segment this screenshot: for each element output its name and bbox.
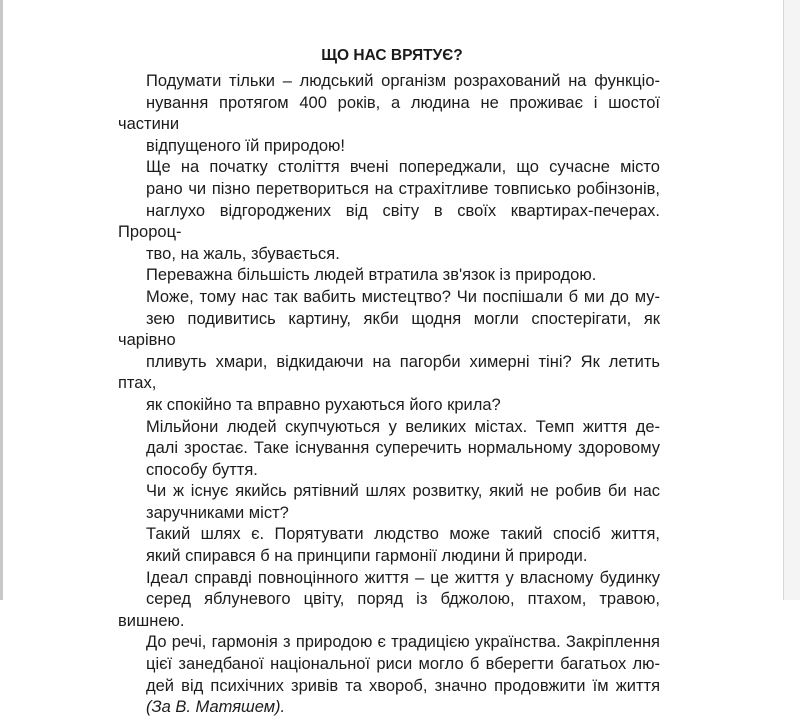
paragraph-line: Подумати тільки – людський організм розрахований на функціо- (146, 72, 660, 90)
paragraph-line: Може, тому нас так вабить мистецтво? Чи поспішали б ми до му- (146, 287, 660, 306)
paragraph-line: Мільйони людей скупчуються у великих містах. Темп життя де- (146, 417, 660, 436)
paragraph-line: нування протягом 400 років, а людина не проживає і шостої частини (118, 93, 660, 134)
paragraph-line: наглухо відгороджених від світу в своїх квартирах-печерах. Пророц- (118, 201, 660, 242)
paragraph-line: відпущеного їй природою! (146, 136, 345, 155)
right-gutter (784, 0, 800, 600)
paragraph-line: серед яблуневого цвіту, поряд із бджолою, птахом, травою, вишнею. (118, 590, 660, 630)
paragraph-line: способу буття. (146, 460, 258, 479)
paragraph-line: цієї занедбаної національної риси могло б вберегти багатьох лю- (146, 655, 660, 674)
attribution-line (118, 697, 660, 719)
paragraph-line: Ще на початку століття вчені попереджали, що сучасне місто (146, 158, 660, 177)
paragraph (118, 417, 660, 482)
paragraph-line: пливуть хмари, відкидаючи на пагорби химерні тіні? Як летить птах, (118, 352, 660, 393)
paragraph-line: Такий шлях є. Порятувати людство може такий спосіб життя, (146, 525, 660, 544)
paragraph-line: заручниками міст? (146, 503, 289, 522)
paragraph (118, 481, 660, 524)
attribution: (За В. Матяшем). (146, 698, 286, 717)
paragraph-line: До речі, гармонія з природою є традицією українства. Закріплення (146, 633, 660, 652)
paragraph-line: тво, на жаль, збувається. (146, 244, 340, 263)
left-border (0, 0, 3, 600)
paragraph-line: який спирався б на принципи гармонії людини й природи. (146, 547, 588, 566)
paragraph-line: Переважна більшість людей втратила зв'язок із природою. (146, 266, 597, 285)
document-body (118, 71, 660, 719)
paragraph (118, 157, 660, 265)
paragraph (118, 524, 660, 567)
paragraph-line: рано чи пізно перетвориться на страхітливе товписько робінзонів, (146, 179, 660, 198)
document-title: ЩО НАС ВРЯТУЄ? (321, 47, 463, 64)
paragraph-line: дей від психічних зривів та хвороб, значно продовжити їм життя (146, 676, 660, 695)
paragraph-line: Чи ж існує якийсь рятівний шлях розвитку, який не робив би нас (146, 482, 660, 501)
paragraph-line: Ідеал справді повноцінного життя – це життя у власному будинку (146, 568, 660, 587)
paragraph-line: як спокійно та вправно рухаються його крила? (146, 395, 501, 414)
paragraph (118, 287, 660, 417)
paragraph (118, 568, 660, 719)
paragraph-line: зею подивитись картину, якби щодня могли спостерігати, як чарівно (118, 309, 660, 350)
paragraph-line: далі зростає. Таке існування суперечить нормальному здоровому (146, 439, 660, 458)
paragraph (118, 71, 660, 157)
paragraph (118, 265, 660, 287)
